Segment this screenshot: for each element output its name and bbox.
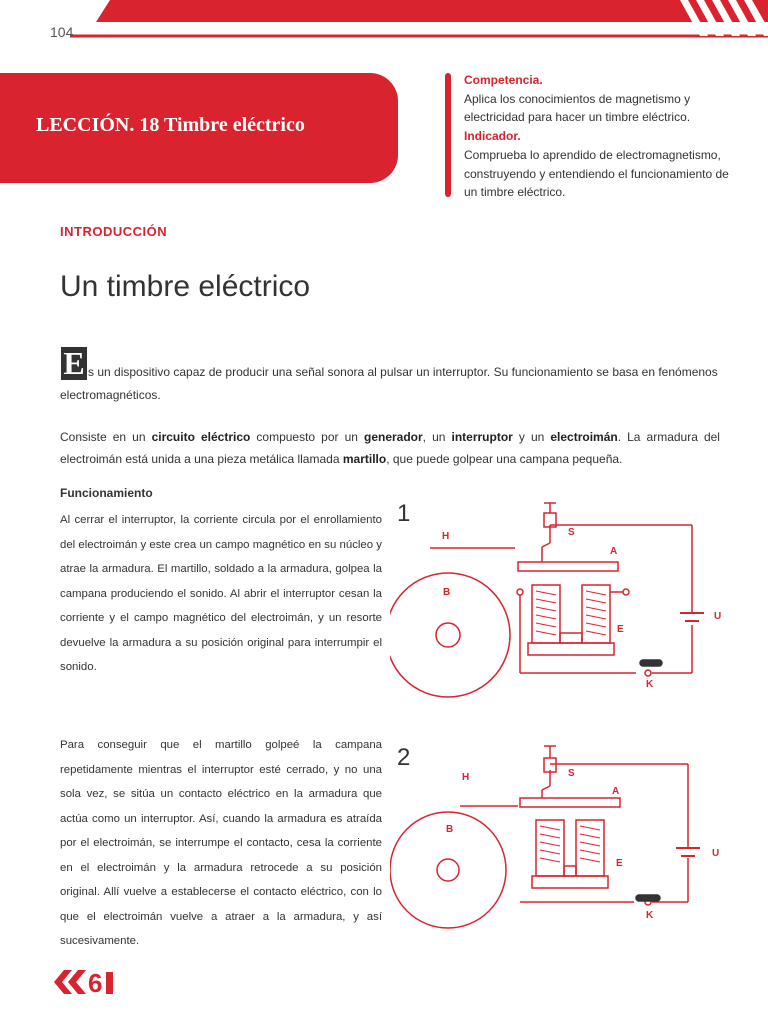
label-H: H (442, 531, 450, 542)
p2-text: Consiste en un (60, 430, 152, 444)
label-E: E (617, 624, 624, 635)
funcionamiento-paragraph-2: Para conseguir que el martillo golpeé la campana repetidamente mientras el interruptor esté cerrado, y no una sola vez, se sitúa un contacto eléctrico en la armadura que actúa como un interruptor. Así, cuando la armadura es atraída por el electroimán, se interrumpe el contacto, cesa la corriente en el electroimán y la armadura retrocede a su posición original. Allí vuelve a establecerse el contacto eléctrico, con lo que el electroimán vuelve a atraer a la armadura, y así sucesivamente. (60, 739, 382, 947)
bell-inner (437, 859, 459, 881)
p2-text: , que puede golpear una campana pequeña. (386, 452, 623, 466)
indicator-text: Comprueba lo aprendido de electromagnetismo, construyendo y entendiendo el funcionamiento de un timbre eléctrico. (464, 147, 729, 200)
p2-text: . La armadura del electroimán está unida a una pieza metálica llamada (60, 430, 720, 466)
intro-paragraph-2 (60, 426, 720, 470)
term-martillo: martillo (342, 452, 387, 466)
page-number: 104 (50, 24, 74, 40)
term-circuito: circuito eléctrico (151, 430, 251, 444)
figure-2-number: 2 (397, 744, 411, 771)
figure-2-diagram (390, 740, 750, 930)
label-A: A (612, 786, 620, 797)
label-K: K (646, 910, 654, 921)
funcionamiento-heading: Funcionamiento (60, 486, 153, 500)
logo-number: 6 (88, 968, 103, 996)
label-E: E (616, 858, 623, 869)
term-generador: generador (363, 430, 423, 444)
label-B: B (443, 587, 451, 598)
competency-text: Aplica los conocimientos de magnetismo y electricidad para hacer un timbre eléctrico. (464, 91, 691, 125)
label-U: U (712, 848, 720, 859)
bell-inner (436, 623, 460, 647)
drop-cap: E (61, 347, 87, 380)
competency-heading: Competencia. (464, 73, 543, 87)
p2-text: compuesto por un (250, 430, 364, 444)
funcionamiento-paragraph-1: Al cerrar el interruptor, la corriente circula por el enrollamiento del electroimán y este crea un campo magnético en su núcleo y atrae la armadura. El martillo, soldado a la armadura, golpea la campana produciendo el sonido. Al abrir el interruptor cesan la corriente y el campo magnético del electroimán, y un resorte devuelve la armadura a su posición original para interrumpir el sonido. (60, 514, 382, 673)
label-S: S (568, 527, 575, 538)
lesson-title: LECCIÓN. 18 Timbre eléctrico (36, 114, 305, 136)
label-A: A (610, 546, 618, 557)
label-H: H (462, 772, 470, 783)
header-stripes (0, 0, 768, 44)
intro-paragraph-1: s un dispositivo capaz de producir una señal sonora al pulsar un interruptor. Su funcionamiento se basa en fenómenos electromagnéticos. (60, 365, 718, 402)
label-K: K (646, 679, 654, 690)
p2-text: , un (422, 430, 452, 444)
label-B: B (446, 824, 454, 835)
term-electroiman: electroimán (550, 430, 618, 444)
term-interruptor: interruptor (451, 430, 513, 444)
footer-logo (54, 968, 120, 996)
label-U: U (714, 611, 722, 622)
competency-bar (445, 73, 451, 197)
p2-text: y un (512, 430, 551, 444)
figure-1-diagram (390, 495, 750, 705)
indicator-heading: Indicador. (464, 129, 521, 144)
page-title: Un timbre eléctrico (60, 270, 311, 303)
section-label: INTRODUCCIÓN (60, 224, 168, 239)
competency-box (464, 71, 744, 202)
label-S: S (568, 768, 575, 779)
figure-1-number: 1 (397, 500, 411, 527)
